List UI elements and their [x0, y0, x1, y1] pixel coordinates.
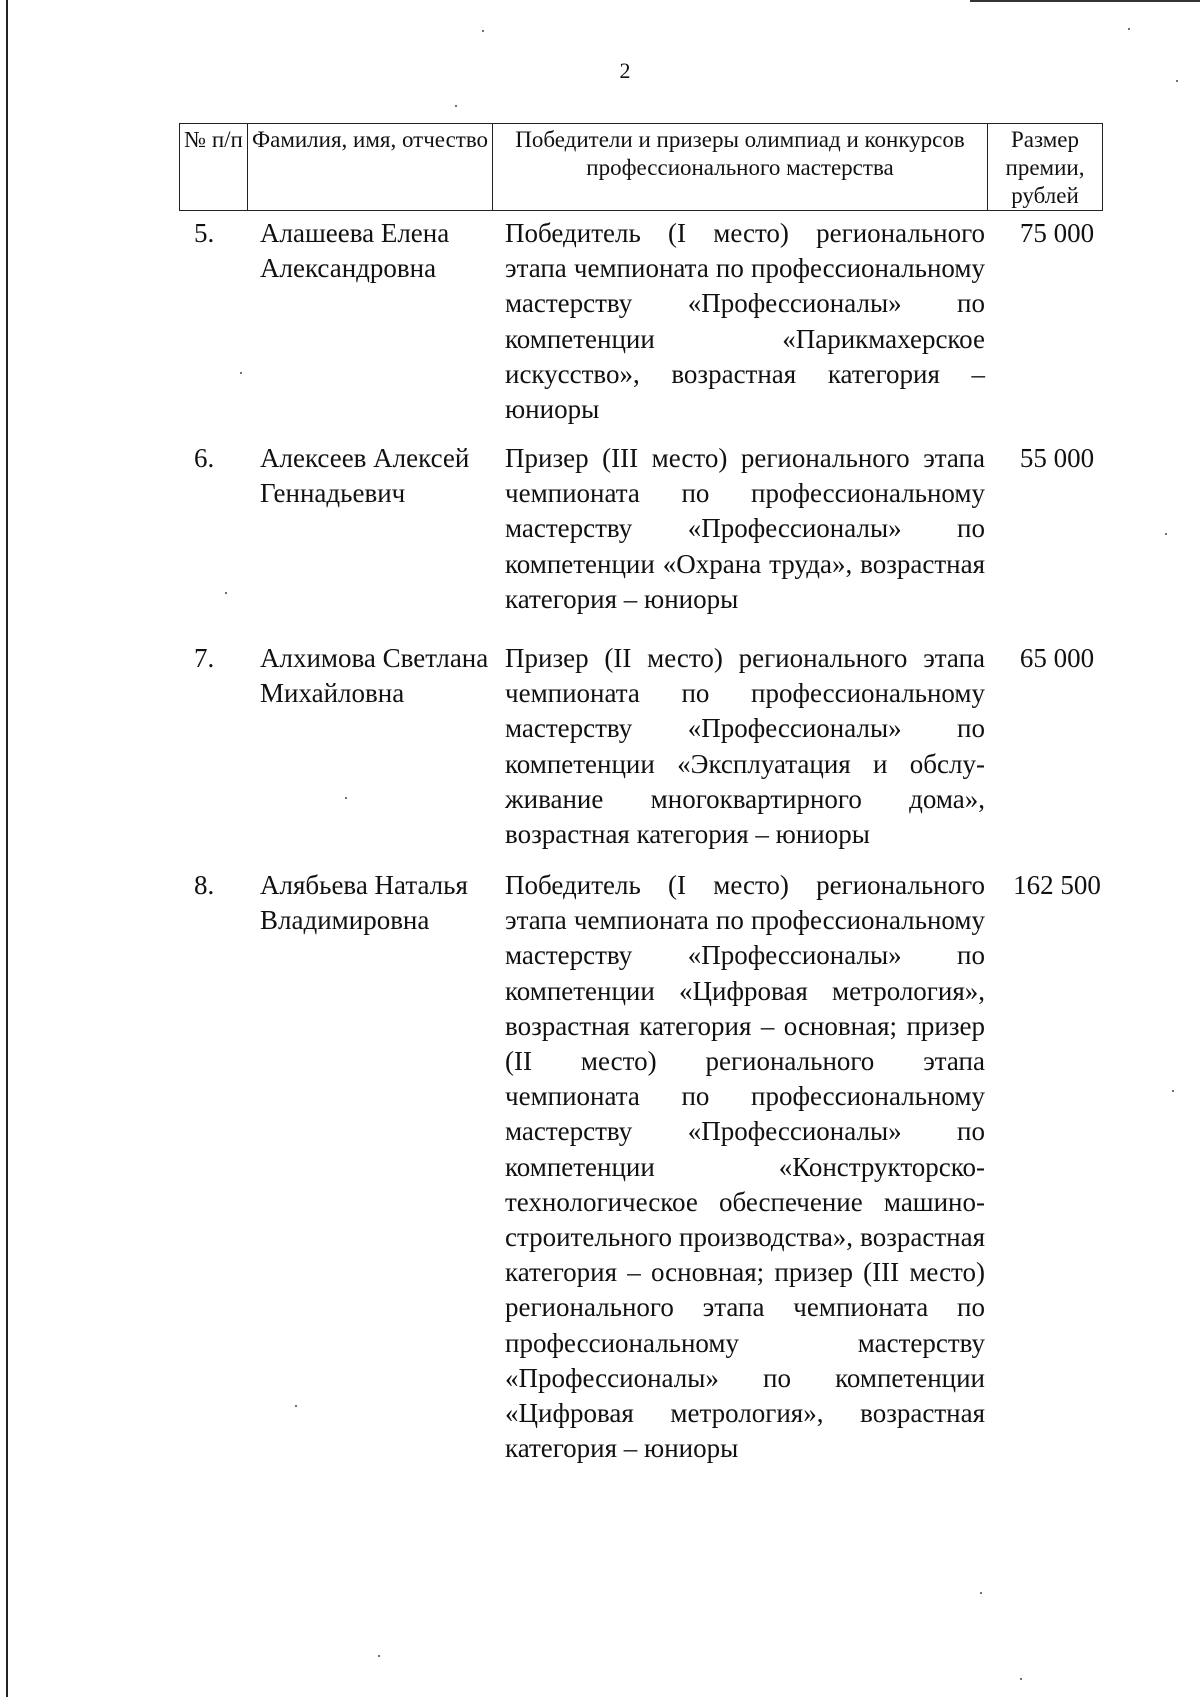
- row-amount: 65 000: [1019, 643, 1095, 673]
- row-number: 6.: [194, 443, 215, 473]
- scan-speck: [1176, 80, 1178, 82]
- scan-speck: [980, 1592, 982, 1594]
- row-name: Алхимова Светлана Михайловна: [260, 643, 489, 709]
- row-number: 5.: [194, 218, 215, 248]
- scan-speck: [240, 372, 242, 374]
- row-name: Алябьева Наталья Владимировна: [260, 870, 468, 936]
- scan-speck: [482, 30, 484, 32]
- scan-speck: [225, 592, 227, 594]
- row-number: 7.: [194, 643, 215, 673]
- header-amount: Размер премии, рублей: [988, 124, 1103, 211]
- row-description: Призер (II место) регионального этапа чемпионата по профессиональному мастерству «Профессионалы» по компетенции «Эксплуатация и обслуживание многоквартирного дома», возрастная категория – юниоры: [505, 643, 985, 850]
- scan-speck: [1172, 1090, 1174, 1092]
- row-amount: 162 500: [1013, 870, 1101, 900]
- row-number: 8.: [194, 870, 215, 900]
- header-desc: Победители и призеры олимпиад и конкурсов профессионального мастерства: [493, 124, 988, 211]
- scan-left-edge: [6, 0, 8, 1697]
- scan-speck: [1128, 28, 1130, 30]
- scan-speck: [378, 1655, 380, 1657]
- row-description: Победитель (I место) регионального этапа чемпионата по профессиональному мастерству «Профессионалы» по компетенции «Цифровая метрология», возрастная категория – основная; призер (II место) регионального этапа чемпионата по профессиональному мастерству «Профессионалы» по компетенции «Конструкторско-технологическое обеспечение машиностроительного производства», возрастная категория – основная; призер (III место) регионального этапа чемпионата по профессиональному мастерству «Профессионалы» по компетенции «Цифровая метрология», возрастная категория – юниоры: [505, 870, 985, 1464]
- table-header: [179, 123, 1103, 211]
- row-amount: 55 000: [1019, 443, 1095, 473]
- row-name: Алашеева Елена Александровна: [260, 218, 450, 284]
- scan-speck: [1020, 1678, 1022, 1680]
- scan-speck: [455, 105, 457, 107]
- scan-speck: [1165, 533, 1167, 535]
- row-amount: 75 000: [1019, 218, 1095, 248]
- scan-speck: [295, 1405, 297, 1407]
- header-name: Фамилия, имя, отчество: [248, 124, 493, 211]
- page-number: 2: [619, 58, 631, 83]
- scan-speck: [345, 797, 347, 799]
- row-description: Призер (III место) регионального этапа чемпионата по профессиональному мастерству «Профессионалы» по компетенции «Охрана труда», возрастная категория – юниоры: [505, 443, 985, 614]
- header-num: № п/п: [180, 124, 248, 211]
- scan-top-edge: [970, 0, 1200, 2]
- row-description: Победитель (I место) регионального этапа чемпионата по профессиональному мастерству «Профессионалы» по компетенции «Парикмахерское искусство», возрастная категория – юниоры: [505, 218, 985, 425]
- row-name: Алексеев Алексей Геннадьевич: [260, 443, 470, 509]
